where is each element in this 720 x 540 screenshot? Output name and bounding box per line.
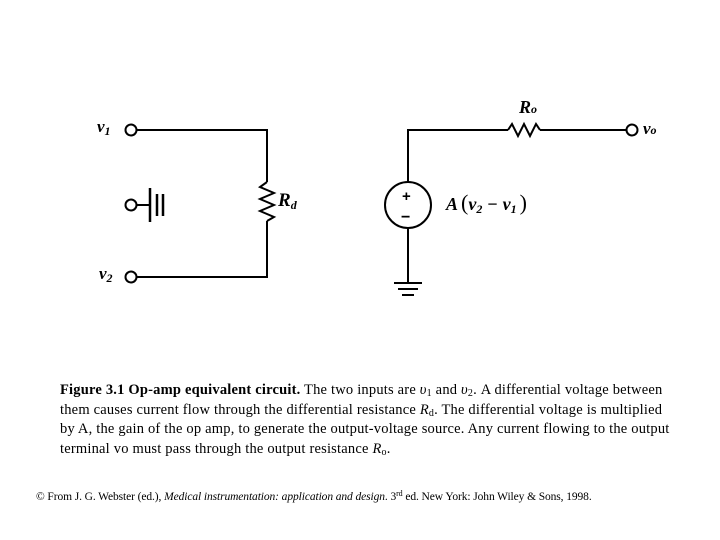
v1-label: v1: [97, 117, 111, 138]
vo-terminal: [627, 125, 638, 136]
caption-text-4: . The differential voltage is multiplied by A, the gain of the op amp, to generate the output-voltage source. Any current flowing to the output terminal vo must pass through the output resistance: [60, 401, 670, 457]
source-citation: [36, 489, 706, 505]
source-minus-sign: −: [401, 209, 411, 226]
caption-text-1: The two inputs are: [300, 382, 420, 398]
citation-mid: . 3: [384, 491, 397, 503]
ro-resistor: [508, 124, 540, 136]
caption-ro-sub: o: [381, 446, 387, 458]
caption-v1-sub: 1: [426, 388, 432, 399]
citation-book-title: Medical instrumentation: application and design: [164, 491, 385, 503]
caption-v1: υ: [419, 382, 427, 398]
battery-symbol: [150, 188, 163, 222]
ground-terminal: [126, 200, 137, 211]
citation-prefix: © From J. G. Webster (ed.),: [36, 491, 165, 503]
v1-terminal: [126, 125, 137, 136]
ground-symbol: [394, 283, 422, 295]
source-plus-sign: +: [402, 188, 411, 205]
caption-title: Figure 3.1 Op-amp equivalent circuit.: [60, 382, 301, 398]
caption-v2-sub: 2: [467, 388, 474, 399]
caption-text-3: . A differential voltage between them causes current flow through the differential resistance: [60, 382, 663, 418]
caption-rd: R: [419, 401, 429, 418]
v2-label: v2: [99, 264, 113, 285]
wire-v1: [137, 130, 268, 182]
v2-terminal: [126, 272, 137, 283]
vo-label: vo: [643, 119, 657, 138]
ro-label: Ro: [519, 97, 538, 117]
caption-text-5: .: [386, 440, 391, 457]
rd-resistor: [260, 182, 274, 221]
caption-rd-sub: d: [428, 407, 435, 419]
caption-ro: R: [372, 440, 382, 457]
caption-text-2: and: [431, 382, 462, 398]
caption-v2: υ: [461, 382, 468, 398]
wire-source-top: [408, 130, 508, 182]
citation-edition-sup: rd: [396, 489, 403, 498]
source-expression: A (v2 − v1 ): [446, 190, 527, 216]
figure-caption: [60, 381, 670, 459]
citation-suffix: ed. New York: John Wiley & Sons, 1998.: [402, 491, 592, 503]
rd-label: Rd: [278, 190, 297, 212]
wire-v2: [137, 221, 268, 277]
